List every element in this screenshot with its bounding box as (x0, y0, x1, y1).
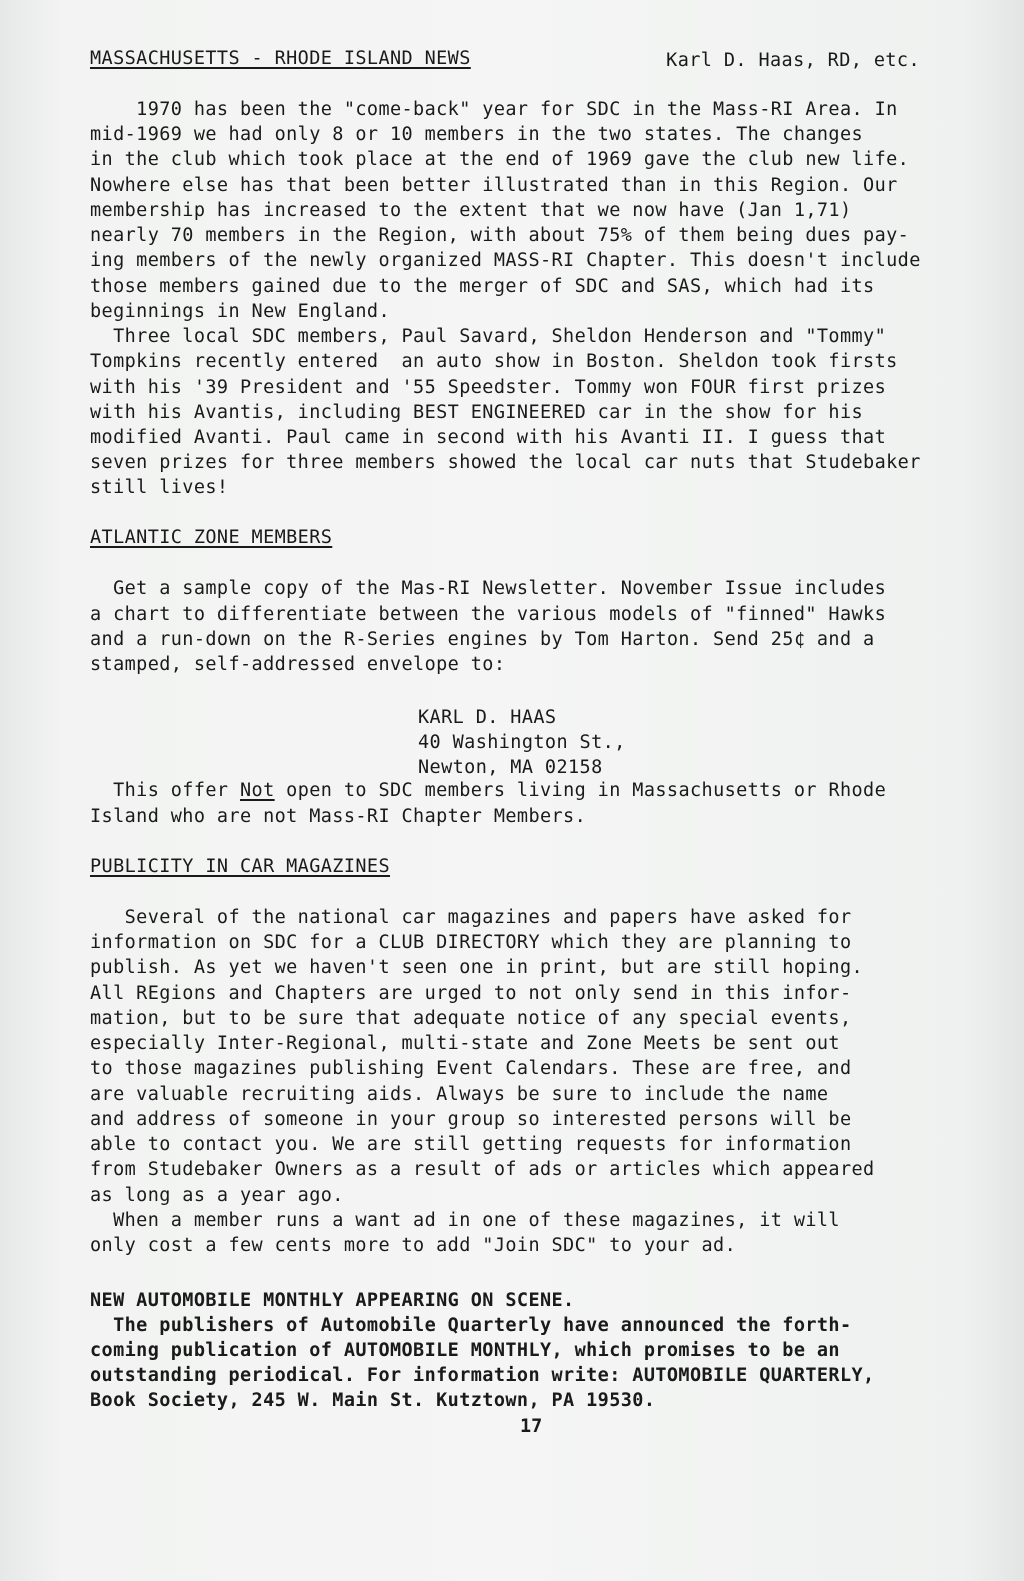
address-street: 40 Washington St., (418, 732, 626, 753)
text-line: The publishers of Automobile Quarterly have announced the forth- (90, 1315, 852, 1336)
text-line: able to contact you. We are still getting requests for information (90, 1134, 852, 1155)
text-line: as long as a year ago. (90, 1185, 344, 1206)
text-line: Get a sample copy of the Mas-RI Newsletter. November Issue includes (90, 578, 887, 599)
text-line: seven prizes for three members showed the local car nuts that Studebaker (90, 452, 921, 473)
text-line: especially Inter-Regional, multi-state and Zone Meets be sent out (90, 1033, 840, 1054)
page-number: 17 (520, 1416, 543, 1437)
text-line: nearly 70 members in the Region, with about 75% of them being dues pay- (90, 225, 910, 246)
text-line: are valuable recruiting aids. Always be sure to include the name (90, 1084, 829, 1105)
text-line: Several of the national car magazines and papers have asked for (90, 907, 852, 928)
text-line: still lives! (90, 477, 229, 498)
section-title-publicity: PUBLICITY IN CAR MAGAZINES (90, 856, 390, 877)
text-line: mation, but to be sure that adequate notice of any special events, (90, 1008, 852, 1029)
text-line: with his Avantis, including BEST ENGINEERED car in the show for his (90, 402, 864, 423)
text-line: ing members of the newly organized MASS-RI Chapter. This doesn't include (90, 250, 921, 271)
text-line: Island who are not Mass-RI Chapter Members. (90, 806, 587, 827)
text-line: Nowhere else has that been better illustrated than in this Region. Our (90, 175, 898, 196)
text-line: information on SDC for a CLUB DIRECTORY which they are planning to (90, 932, 852, 953)
text-line: to those magazines publishing Event Calendars. These are free, and (90, 1058, 852, 1079)
address-name: KARL D. HAAS (418, 707, 557, 728)
text-line: and a run-down on the R-Series engines by Tom Harton. Send 25¢ and a (90, 629, 875, 650)
offer-text-emphasis: Not (240, 780, 275, 801)
address-city: Newton, MA 02158 (418, 757, 603, 778)
text-line: Three local SDC members, Paul Savard, Sheldon Henderson and "Tommy" (90, 326, 887, 347)
section-title-automobile-monthly: NEW AUTOMOBILE MONTHLY APPEARING ON SCENE. (90, 1290, 575, 1311)
text-line: When a member runs a want ad in one of these magazines, it will (90, 1210, 840, 1231)
text-line: 1970 has been the "come-back" year for SDC in the Mass-RI Area. In (90, 99, 898, 120)
text-line: those members gained due to the merger of SDC and SAS, which had its (90, 276, 875, 297)
text-line: Book Society, 245 W. Main St. Kutztown, PA 19530. (90, 1390, 656, 1411)
text-line: a chart to differentiate between the various models of "finned" Hawks (90, 604, 887, 625)
text-line: coming publication of AUTOMOBILE MONTHLY, which promises to be an (90, 1340, 840, 1361)
text-line: only cost a few cents more to add "Join SDC" to your ad. (90, 1235, 737, 1256)
text-line: mid-1969 we had only 8 or 10 members in the two states. The changes (90, 124, 864, 145)
text-line: All REgions and Chapters are urged to not only send in this infor- (90, 983, 852, 1004)
text-line: from Studebaker Owners as a result of ads or articles which appeared (90, 1159, 875, 1180)
text-line: Tompkins recently entered an auto show in Boston. Sheldon took firsts (90, 351, 898, 372)
offer-text-post: open to SDC members living in Massachusetts or Rhode (274, 780, 887, 801)
text-line: outstanding periodical. For information write: AUTOMOBILE QUARTERLY, (90, 1365, 875, 1386)
text-line: stamped, self-addressed envelope to: (90, 654, 506, 675)
text-line: in the club which took place at the end of 1969 gave the club new life. (90, 149, 910, 170)
author-byline: Karl D. Haas, RD, etc. (666, 50, 920, 71)
offer-line (90, 782, 886, 801)
text-line: publish. As yet we haven't seen one in print, but are still hoping. (90, 957, 864, 978)
section-title-mass-ri: MASSACHUSETTS - RHODE ISLAND NEWS (90, 48, 471, 69)
text-line: beginnings in New England. (90, 301, 390, 322)
offer-text-pre: This offer (90, 780, 240, 801)
text-line: and address of someone in your group so interested persons will be (90, 1109, 852, 1130)
text-line: membership has increased to the extent that we now have (Jan 1,71) (90, 200, 852, 221)
text-line: modified Avanti. Paul came in second with his Avanti II. I guess that (90, 427, 887, 448)
text-line: with his '39 President and '55 Speedster. Tommy won FOUR first prizes (90, 377, 887, 398)
section-title-atlantic-zone: ATLANTIC ZONE MEMBERS (90, 527, 333, 548)
